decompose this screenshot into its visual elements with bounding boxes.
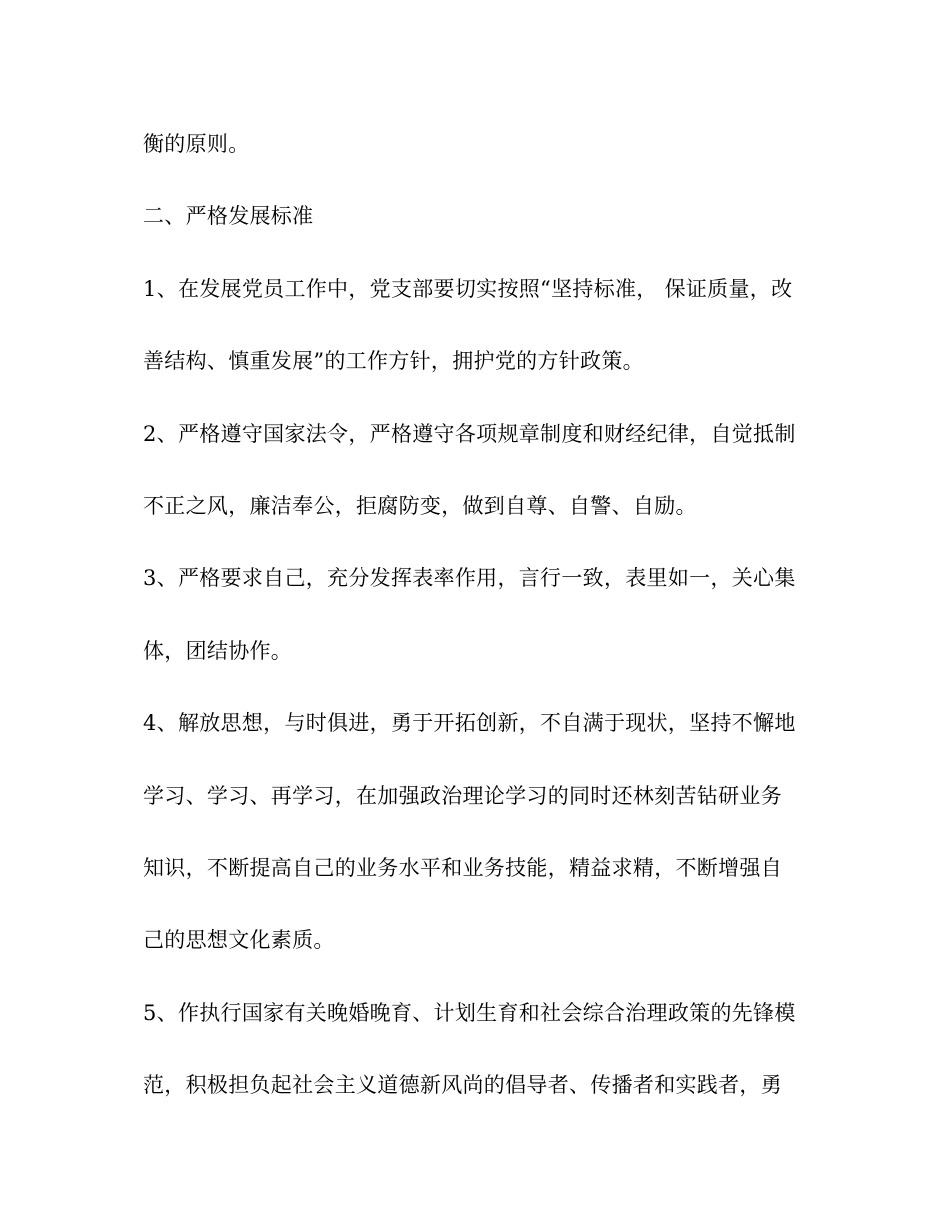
text-line: 不正之风，廉洁奉公，拒腐防变，做到自尊、自警、自励。 [143,493,697,518]
document-body [143,126,813,1139]
text-line: 5、作执行国家有关晚婚晚育、计划生育和社会综合治理政策的先锋模 [143,1000,796,1025]
text-line: 知识，不断提高自己的业务水平和业务技能，精益求精，不断增强自 [143,855,782,880]
section-heading: 二、严格发展标准 [143,204,314,229]
text-line: 善结构、慎重发展”的工作方针，拥护党的方针政策。 [143,349,644,374]
text-line: 4、解放思想，与时俱进，勇于开拓创新，不自满于现状，坚持不懈地 [143,711,796,736]
text-line: 体，团结协作。 [143,638,293,663]
text-line: 衡的原则。 [143,132,250,156]
text-line: 范，积极担负起社会主义道德新风尚的倡导者、传播者和实践者，勇 [143,1073,782,1098]
text-line: 1、在发展党员工作中，党支部要切实按照“坚持标准， 保证质量，改 [143,276,793,301]
text-line: 学习、学习、再学习，在加强政治理论学习的同时还林刻苦钻研业务 [143,783,782,808]
text-line: 3、严格要求自己，充分发挥表率作用，言行一致，表里如一，关心集 [143,566,796,591]
text-line: 己的思想文化素质。 [143,928,335,953]
text-line: 2、严格遵守国家法令，严格遵守各项规章制度和财经纪律，自觉抵制 [143,421,796,446]
